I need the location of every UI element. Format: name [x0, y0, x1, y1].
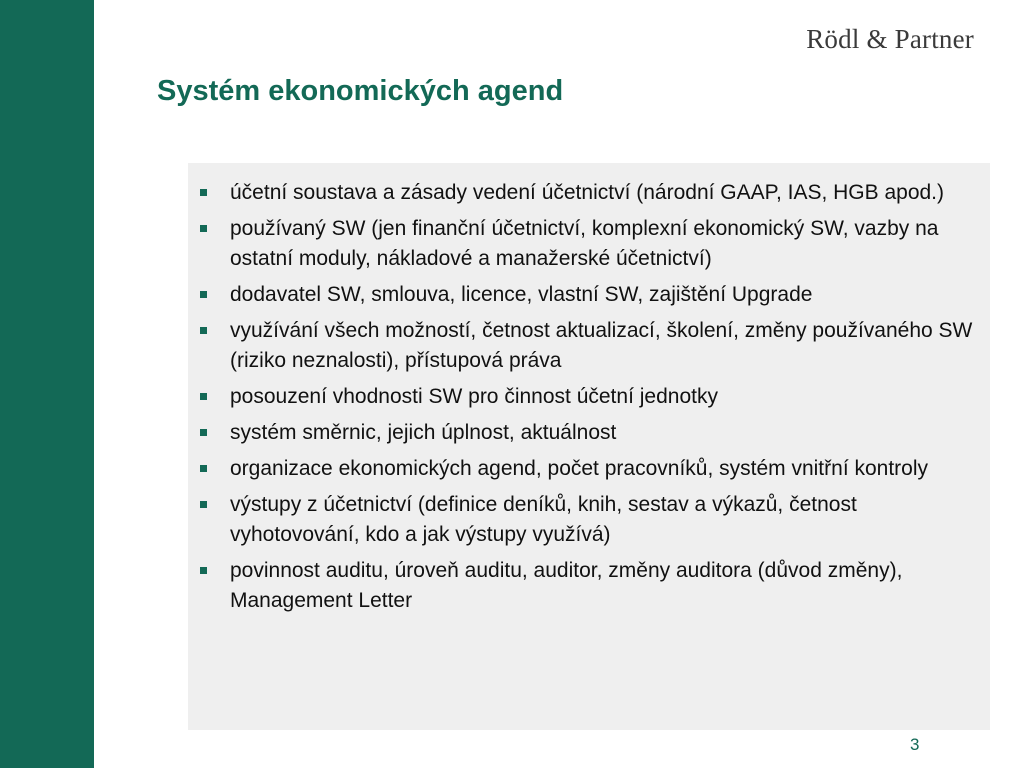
bullet-text: výstupy z účetnictví (definice deníků, knih, sestav a výkazů, četnost vyhotovování, kdo a jak výstupy využívá): [230, 493, 857, 546]
bullet-item: [200, 316, 980, 376]
content-panel: [188, 163, 990, 730]
bullet-item: [200, 418, 980, 448]
page-number: 3: [910, 735, 920, 754]
bullet-item: [200, 556, 980, 616]
bullet-text: používaný SW (jen finanční účetnictví, komplexní ekonomický SW, vazby na ostatní moduly, nákladové a manažerské účetnictví): [230, 217, 939, 270]
bullet-square-icon: [200, 393, 207, 400]
bullet-list: [200, 178, 980, 616]
brand-logo: Rödl & Partner: [806, 24, 974, 54]
bullet-square-icon: [200, 429, 207, 436]
left-accent-bar: [0, 0, 94, 768]
slide-title: Systém ekonomických agend: [157, 75, 564, 107]
bullet-text: využívání všech možností, četnost aktualizací, školení, změny používaného SW (riziko neznalosti), přístupová práva: [230, 319, 973, 372]
bullet-square-icon: [200, 567, 207, 574]
bullet-item: [200, 454, 980, 484]
bullet-text: organizace ekonomických agend, počet pracovníků, systém vnitřní kontroly: [230, 457, 929, 480]
bullet-text: dodavatel SW, smlouva, licence, vlastní SW, zajištění Upgrade: [230, 283, 813, 306]
bullet-item: [200, 490, 980, 550]
bullet-square-icon: [200, 225, 207, 232]
bullet-text: účetní soustava a zásady vedení účetnictví (národní GAAP, IAS, HGB apod.): [230, 181, 945, 204]
bullet-square-icon: [200, 189, 207, 196]
bullet-square-icon: [200, 465, 207, 472]
bullet-square-icon: [200, 501, 207, 508]
bullet-text: posouzení vhodnosti SW pro činnost účetní jednotky: [230, 385, 718, 408]
bullet-item: [200, 280, 980, 310]
bullet-text: povinnost auditu, úroveň auditu, auditor, změny auditora (důvod změny), Management Letter: [230, 559, 903, 612]
bullet-square-icon: [200, 327, 207, 334]
bullet-square-icon: [200, 291, 207, 298]
bullet-item: [200, 178, 980, 208]
bullet-item: [200, 214, 980, 274]
bullet-text: systém směrnic, jejich úplnost, aktuálnost: [230, 421, 617, 444]
bullet-item: [200, 382, 980, 412]
